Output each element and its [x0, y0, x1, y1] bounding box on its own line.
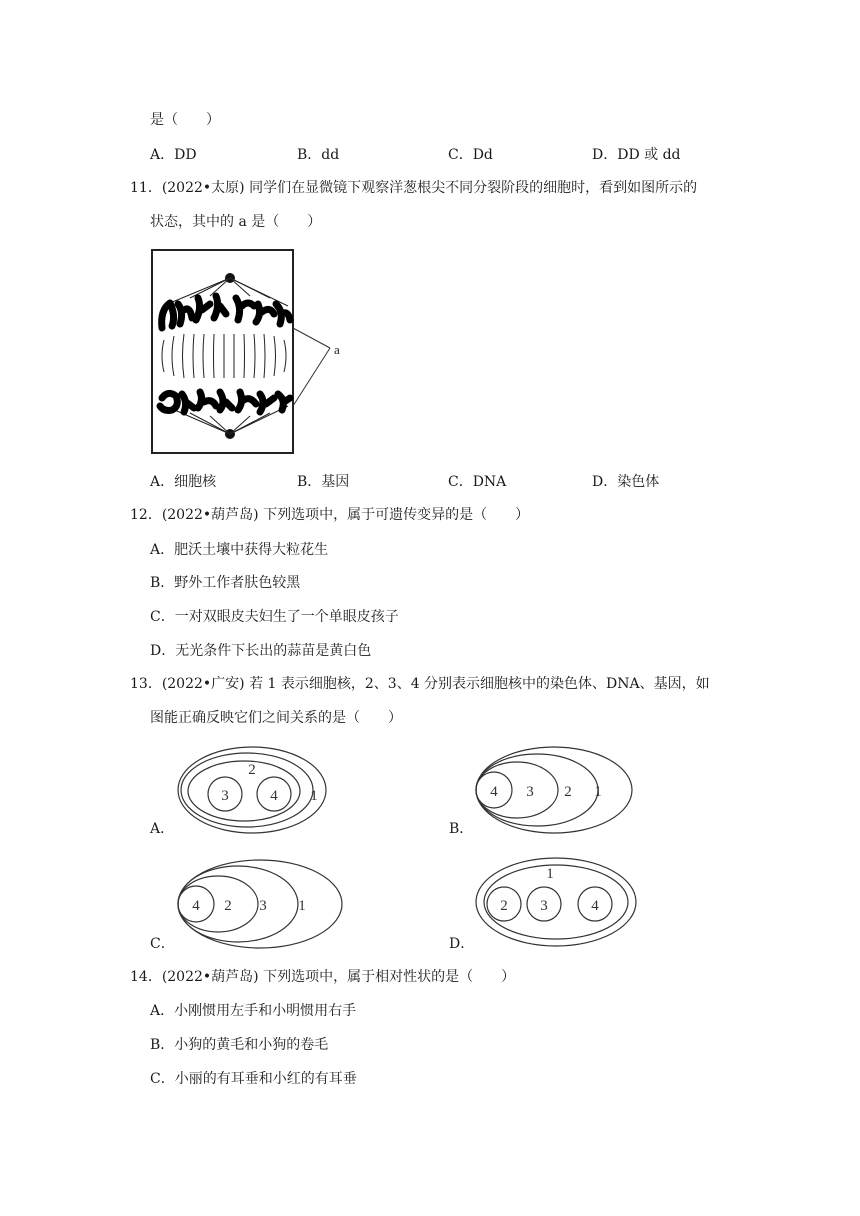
diagram-d-label-4: 4	[591, 898, 599, 914]
diagram-b-label-4: 4	[490, 784, 498, 800]
q11-stem-line2: 状态，其中的 a 是（ ）	[150, 214, 322, 230]
diagram-c-label-4: 4	[192, 898, 200, 914]
q13-diagram-d	[474, 856, 638, 951]
q13-diagram-a	[176, 746, 336, 836]
q14-option-c[interactable]: C．小丽的有耳垂和小红的有耳垂	[150, 1071, 357, 1087]
diagram-c-label-1: 1	[298, 898, 306, 914]
diagram-b-label-1: 1	[594, 784, 602, 800]
diagram-c-label-3: 3	[259, 898, 267, 914]
diagram-a-label-3: 3	[221, 788, 229, 804]
figure-label-a: a	[334, 342, 340, 357]
diagram-b-label-2: 2	[564, 784, 572, 800]
q14-stem: 14．(2022•葫芦岛) 下列选项中，属于相对性状的是（ ）	[130, 969, 516, 985]
diagram-a-label-4: 4	[270, 788, 278, 804]
q12-option-d[interactable]: D．无光条件下长出的蒜苗是黄白色	[150, 643, 372, 659]
q13-option-b[interactable]: B．	[449, 821, 474, 837]
q11-option-d[interactable]: D．染色体	[592, 474, 660, 490]
q13-stem-line1: 13．(2022•广安) 若 1 表示细胞核，2、3、4 分别表示细胞核中的染色体、DNA、基因，如	[130, 676, 710, 692]
diagram-a-label-2: 2	[248, 762, 256, 778]
q14-option-a[interactable]: A．小刚惯用左手和小明惯用右手	[150, 1003, 357, 1019]
q13-option-c[interactable]: C．	[150, 936, 175, 952]
cell-division-figure	[150, 248, 360, 458]
q13-option-a[interactable]: A．	[150, 821, 175, 837]
q11-option-a[interactable]: A．细胞核	[150, 474, 217, 490]
diagram-b-label-3: 3	[526, 784, 534, 800]
q11-option-b[interactable]: B．基因	[297, 474, 350, 490]
q11-option-c[interactable]: C．DNA	[448, 474, 507, 490]
q12-stem: 12．(2022•葫芦岛) 下列选项中，属于可遗传变异的是（ ）	[130, 507, 530, 523]
q13-diagram-c	[176, 858, 346, 953]
q13-diagram-b	[474, 746, 634, 836]
q10-stem-tail: 是（ ）	[150, 112, 220, 128]
q12-option-b[interactable]: B．野外工作者肤色较黑	[150, 575, 301, 591]
q14-option-b[interactable]: B．小狗的黄毛和小狗的卷毛	[150, 1037, 329, 1053]
q10-option-c[interactable]: C．Dd	[448, 147, 493, 163]
q13-stem-line2: 图能正确反映它们之间关系的是（ ）	[150, 710, 402, 726]
q13-option-d[interactable]: D．	[449, 936, 475, 952]
q12-option-c[interactable]: C．一对双眼皮夫妇生了一个单眼皮孩子	[150, 609, 399, 625]
q11-stem-line1: 11．(2022•太原) 同学们在显微镜下观察洋葱根尖不同分裂阶段的细胞时，看到如图所示的	[130, 180, 698, 196]
q12-option-a[interactable]: A．肥沃土壤中获得大粒花生	[150, 542, 329, 558]
diagram-c-label-2: 2	[224, 898, 232, 914]
q10-option-d[interactable]: D．DD 或 dd	[592, 147, 681, 163]
q10-option-a[interactable]: A．DD	[150, 147, 197, 163]
diagram-d-label-1: 1	[546, 866, 554, 882]
diagram-a-label-1: 1	[310, 788, 318, 804]
diagram-d-label-2: 2	[500, 898, 508, 914]
q10-option-b[interactable]: B．dd	[297, 147, 340, 163]
diagram-d-label-3: 3	[540, 898, 548, 914]
